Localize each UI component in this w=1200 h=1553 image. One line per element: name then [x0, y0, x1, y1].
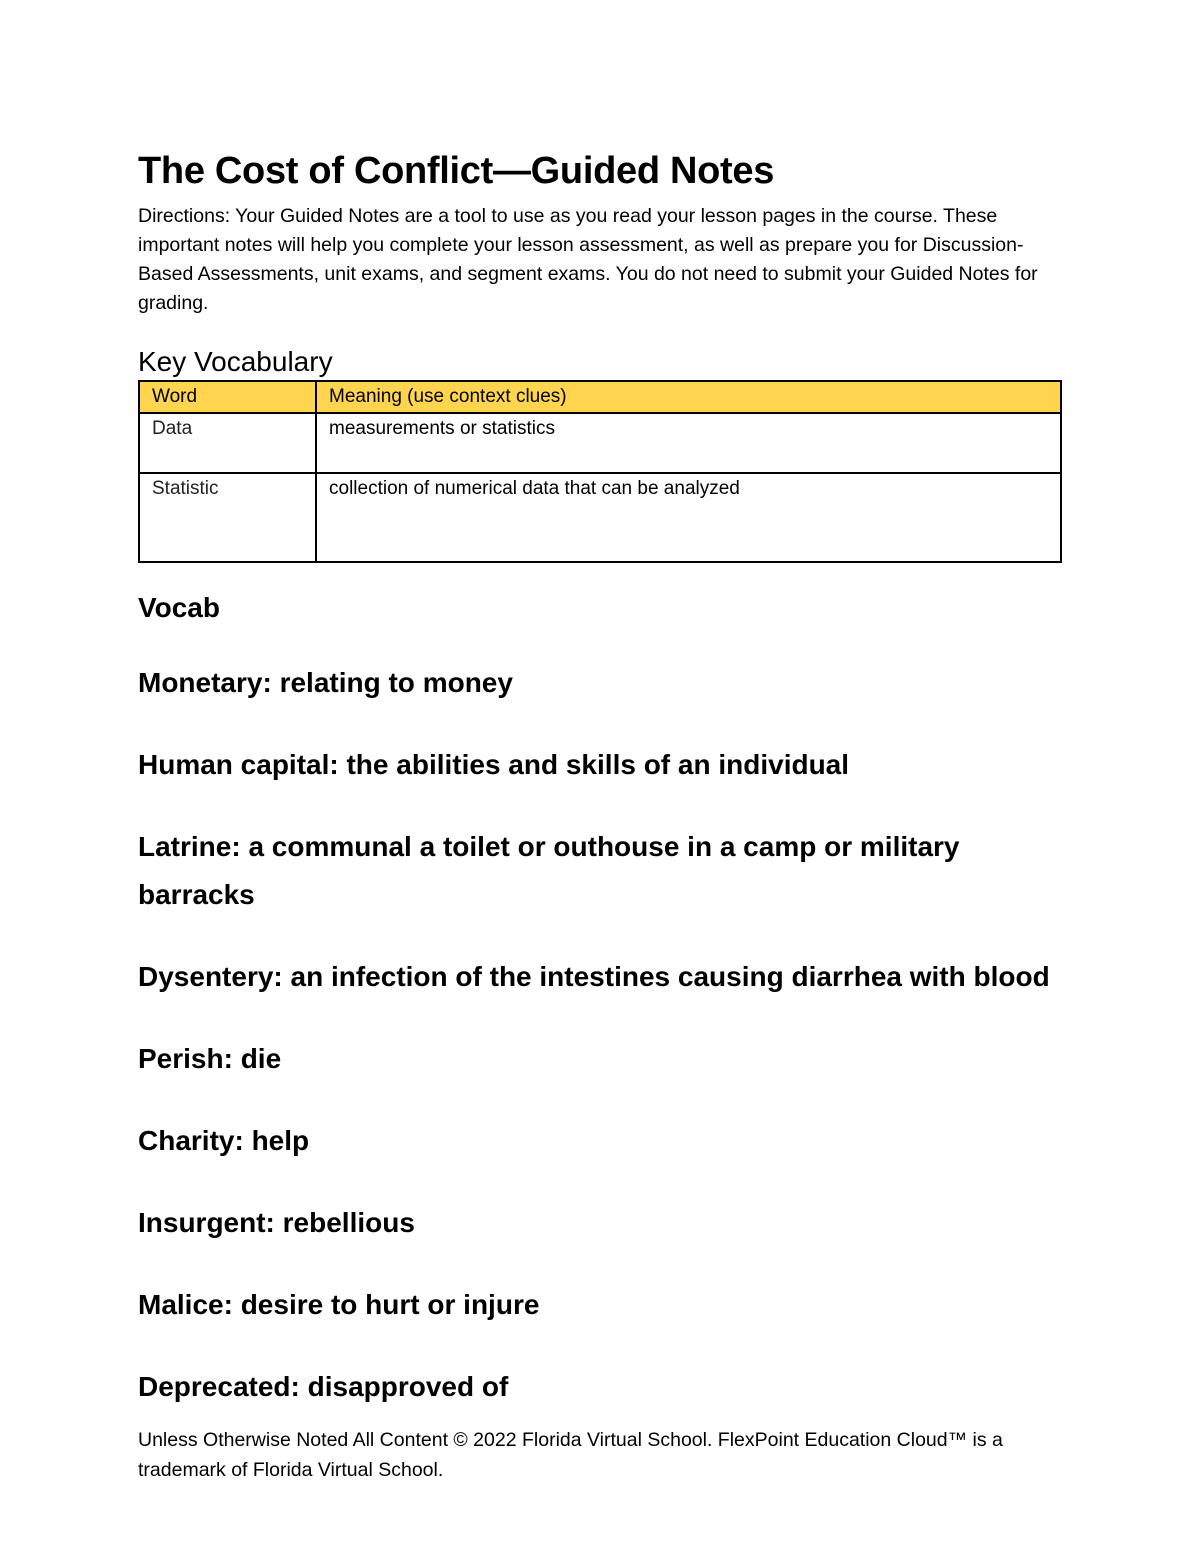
key-vocabulary-table — [138, 380, 1062, 563]
directions-text: Directions: Your Guided Notes are a tool to use as you read your lesson pages in the course. These important notes will help you complete your lesson assessment, as well as prepare you for Discussion-Based Assessments, unit exams, and segment exams. You do not need to submit your Guided Notes for grading. — [138, 205, 1038, 314]
vocab-term: Monetary: relating to money — [138, 667, 513, 698]
vocab-term: Insurgent: rebellious — [138, 1207, 415, 1238]
vocab-term: Malice: desire to hurt or injure — [138, 1289, 540, 1320]
copyright-footer: Unless Otherwise Noted All Content © 2022 Florida Virtual School. FlexPoint Education Cloud™ is a trademark of Florida Virtual School. — [138, 1429, 1003, 1481]
key-vocabulary-heading: Key Vocabulary — [138, 346, 333, 377]
page-title: The Cost of Conflict—Guided Notes — [138, 150, 775, 192]
vocab-term: Human capital: the abilities and skills of an individual — [138, 749, 850, 780]
vocab-term: Perish: die — [138, 1043, 282, 1074]
vocab-meaning-cell: measurements or statistics — [316, 413, 1061, 473]
vocab-meaning-cell: collection of numerical data that can be analyzed — [316, 473, 1061, 562]
table-row — [139, 473, 1061, 562]
vocab-term: Dysentery: an infection of the intestines causing diarrhea with blood — [138, 961, 1050, 992]
vocab-term: Deprecated: disapproved of — [138, 1371, 509, 1402]
vocab-word-cell: Data — [139, 413, 316, 473]
column-header-word: Word — [139, 381, 316, 413]
vocab-heading: Vocab — [138, 592, 220, 623]
table-header-row — [139, 381, 1061, 413]
document-page — [138, 148, 1063, 1411]
vocab-term: Charity: help — [138, 1125, 310, 1156]
column-header-meaning: Meaning (use context clues) — [316, 381, 1061, 413]
vocab-term: Latrine: a communal a toilet or outhouse in a camp or military barracks — [138, 831, 960, 910]
vocab-word-cell: Statistic — [139, 473, 316, 562]
table-row — [139, 413, 1061, 473]
